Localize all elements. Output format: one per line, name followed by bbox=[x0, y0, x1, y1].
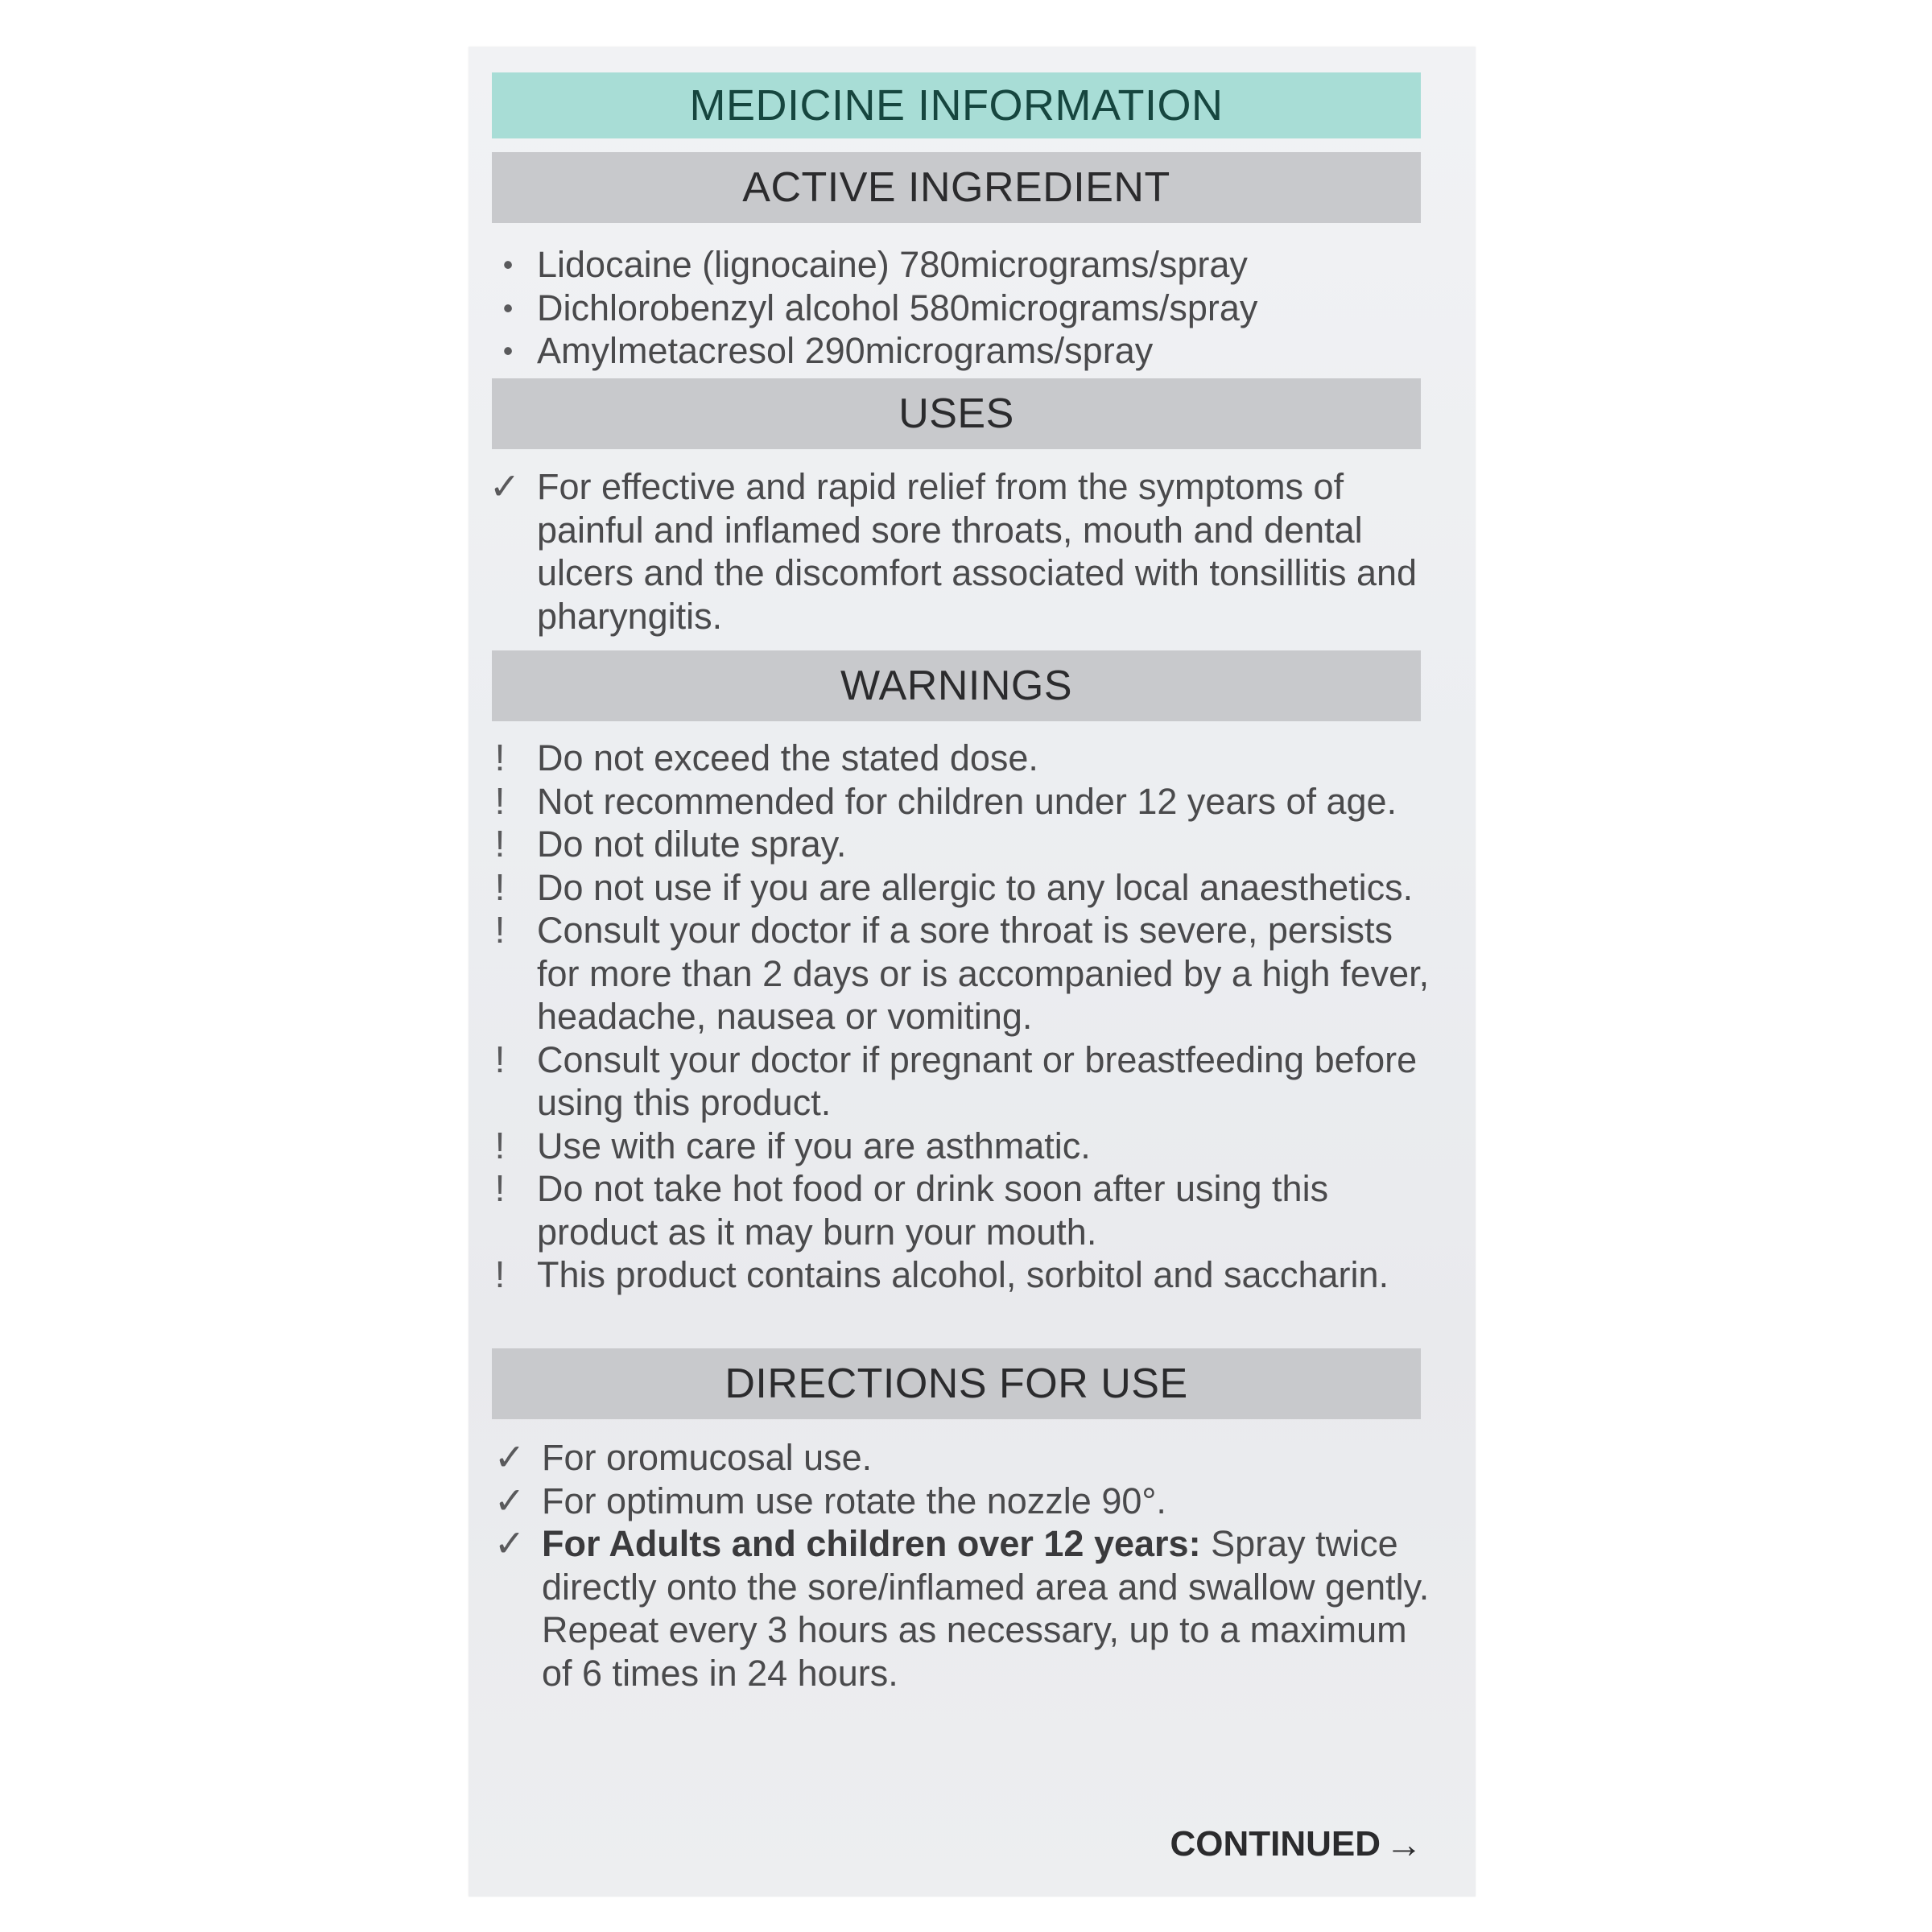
uses-list bbox=[489, 465, 1434, 638]
exclamation-icon: ! bbox=[494, 823, 506, 865]
warnings-list bbox=[492, 737, 1434, 1297]
directions-list bbox=[493, 1436, 1439, 1695]
arrow-right-icon: → bbox=[1385, 1823, 1422, 1865]
warnings-header: WARNINGS bbox=[492, 650, 1421, 721]
list-item: ! Not recommended for children under 12 years of age. bbox=[492, 780, 1434, 824]
continued-label: CONTINUED → bbox=[1170, 1823, 1422, 1865]
check-icon: ✓ bbox=[493, 1436, 526, 1478]
list-item: ! Do not exceed the stated dose. bbox=[492, 737, 1434, 780]
list-item: ✓ For effective and rapid relief from the symptoms of painful and inflamed sore throats, mouth and dental ulcers and the discomfort associated with tonsillitis and pharyngitis. bbox=[489, 465, 1418, 637]
bullet-icon: • bbox=[502, 248, 514, 281]
list-item: ! Use with care if you are asthmatic. bbox=[492, 1125, 1434, 1168]
exclamation-icon: ! bbox=[494, 1253, 506, 1295]
list-item: ! Consult your doctor if pregnant or breastfeeding before using this product. bbox=[492, 1038, 1434, 1125]
list-item bbox=[493, 1522, 1439, 1695]
uses-header: USES bbox=[492, 378, 1421, 449]
list-item: • Amylmetacresol 290micrograms/spray bbox=[492, 329, 1434, 373]
list-item: ! Do not dilute spray. bbox=[492, 823, 1434, 866]
check-icon: ✓ bbox=[493, 1479, 526, 1521]
exclamation-icon: ! bbox=[494, 909, 506, 951]
active-ingredient-list bbox=[492, 243, 1434, 373]
directions-header: DIRECTIONS FOR USE bbox=[492, 1348, 1421, 1419]
list-item: ! Consult your doctor if a sore throat is severe, persists for more than 2 days or is accompanied by a high fever, headache, nausea or vomiting. bbox=[492, 909, 1434, 1038]
exclamation-icon: ! bbox=[494, 1167, 506, 1209]
bullet-icon: • bbox=[502, 291, 514, 324]
list-item: • Dichlorobenzyl alcohol 580micrograms/spray bbox=[492, 287, 1434, 330]
exclamation-icon: ! bbox=[494, 779, 506, 822]
exclamation-icon: ! bbox=[494, 1124, 506, 1166]
medicine-info-leaflet bbox=[469, 47, 1476, 1897]
list-item: ! Do not take hot food or drink soon after using this product as it may burn your mouth. bbox=[492, 1167, 1434, 1253]
list-item: ! This product contains alcohol, sorbitol and saccharin. bbox=[492, 1253, 1434, 1297]
medicine-information-header: MEDICINE INFORMATION bbox=[492, 72, 1421, 138]
active-ingredient-header: ACTIVE INGREDIENT bbox=[492, 152, 1421, 223]
adults-dose-text: Spray twice directly onto the sore/inflamed area and swallow gently. Repeat every 3 hours as necessary, up to a maximum of 6 times in 24 hours. bbox=[542, 1523, 1430, 1694]
list-item: ✓ For optimum use rotate the nozzle 90°. bbox=[493, 1479, 1166, 1521]
exclamation-icon: ! bbox=[494, 865, 506, 908]
bullet-icon: • bbox=[502, 334, 514, 367]
list-item: • Lidocaine (lignocaine) 780micrograms/spray bbox=[492, 243, 1434, 287]
check-icon: ✓ bbox=[489, 465, 521, 507]
exclamation-icon: ! bbox=[494, 737, 506, 778]
exclamation-icon: ! bbox=[494, 1038, 506, 1080]
adults-dose-label: For Adults and children over 12 years: bbox=[542, 1523, 1201, 1564]
check-icon: ✓ bbox=[493, 1522, 526, 1564]
list-item: ✓ For oromucosal use. bbox=[493, 1436, 873, 1478]
list-item: ! Do not use if you are allergic to any local anaesthetics. bbox=[492, 866, 1434, 910]
